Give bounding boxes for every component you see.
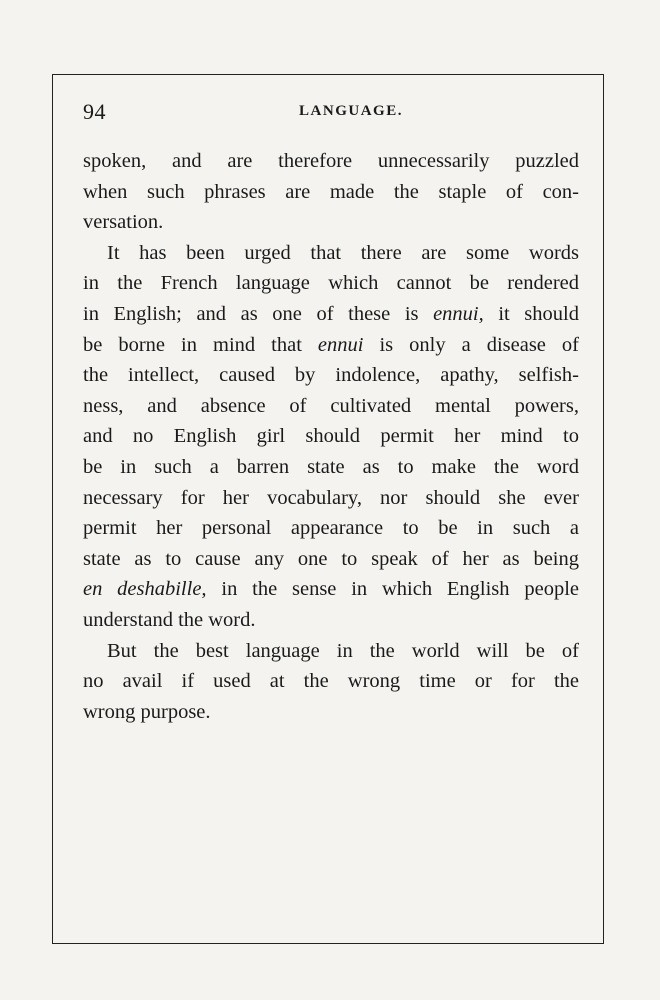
- italic-term: ennui: [317, 333, 364, 356]
- text-line: when such phrases are made the staple of con-: [83, 180, 579, 203]
- text-line: It has been urged that there are some words: [107, 241, 579, 264]
- text-line: be in such a barren state as to make the word: [83, 455, 579, 478]
- text-line: the intellect, caused by indolence, apathy, selfish-: [83, 364, 579, 387]
- text-line: But the best language in the world will be of: [107, 639, 579, 662]
- page-number: 94: [83, 99, 106, 124]
- text-segment: is only a disease of: [363, 333, 579, 356]
- text-line: [83, 330, 579, 361]
- text-line: understand the word.: [83, 608, 256, 631]
- running-title: LANGUAGE.: [299, 103, 403, 119]
- text-segment: in the sense in which English people: [206, 578, 579, 601]
- text-line: state as to cause any one to speak of her as being: [83, 547, 579, 570]
- italic-term: en deshabille,: [83, 578, 207, 601]
- page-border: [52, 74, 604, 944]
- text-line: in the French language which cannot be rendered: [83, 272, 579, 295]
- text-line: wrong purpose.: [83, 700, 211, 723]
- text-segment: it should: [483, 302, 579, 325]
- running-head: [53, 99, 603, 129]
- text-segment: in English; and as one of these is: [83, 302, 434, 325]
- text-line: spoken, and are therefore unnecessarily puzzled: [83, 150, 579, 172]
- text-line: [83, 574, 579, 605]
- text-line: permit her personal appearance to be in such a: [83, 517, 579, 540]
- italic-term: ennui,: [433, 302, 484, 325]
- body-text: [83, 146, 579, 727]
- text-line: [83, 299, 579, 330]
- text-line: versation.: [83, 211, 164, 234]
- text-line: and no English girl should permit her mind to: [83, 425, 579, 448]
- text-line: no avail if used at the wrong time or for the: [83, 670, 579, 693]
- text-segment: be borne in mind that: [83, 333, 318, 356]
- text-line: necessary for her vocabulary, nor should she ever: [83, 486, 579, 509]
- text-line: ness, and absence of cultivated mental powers,: [83, 394, 579, 417]
